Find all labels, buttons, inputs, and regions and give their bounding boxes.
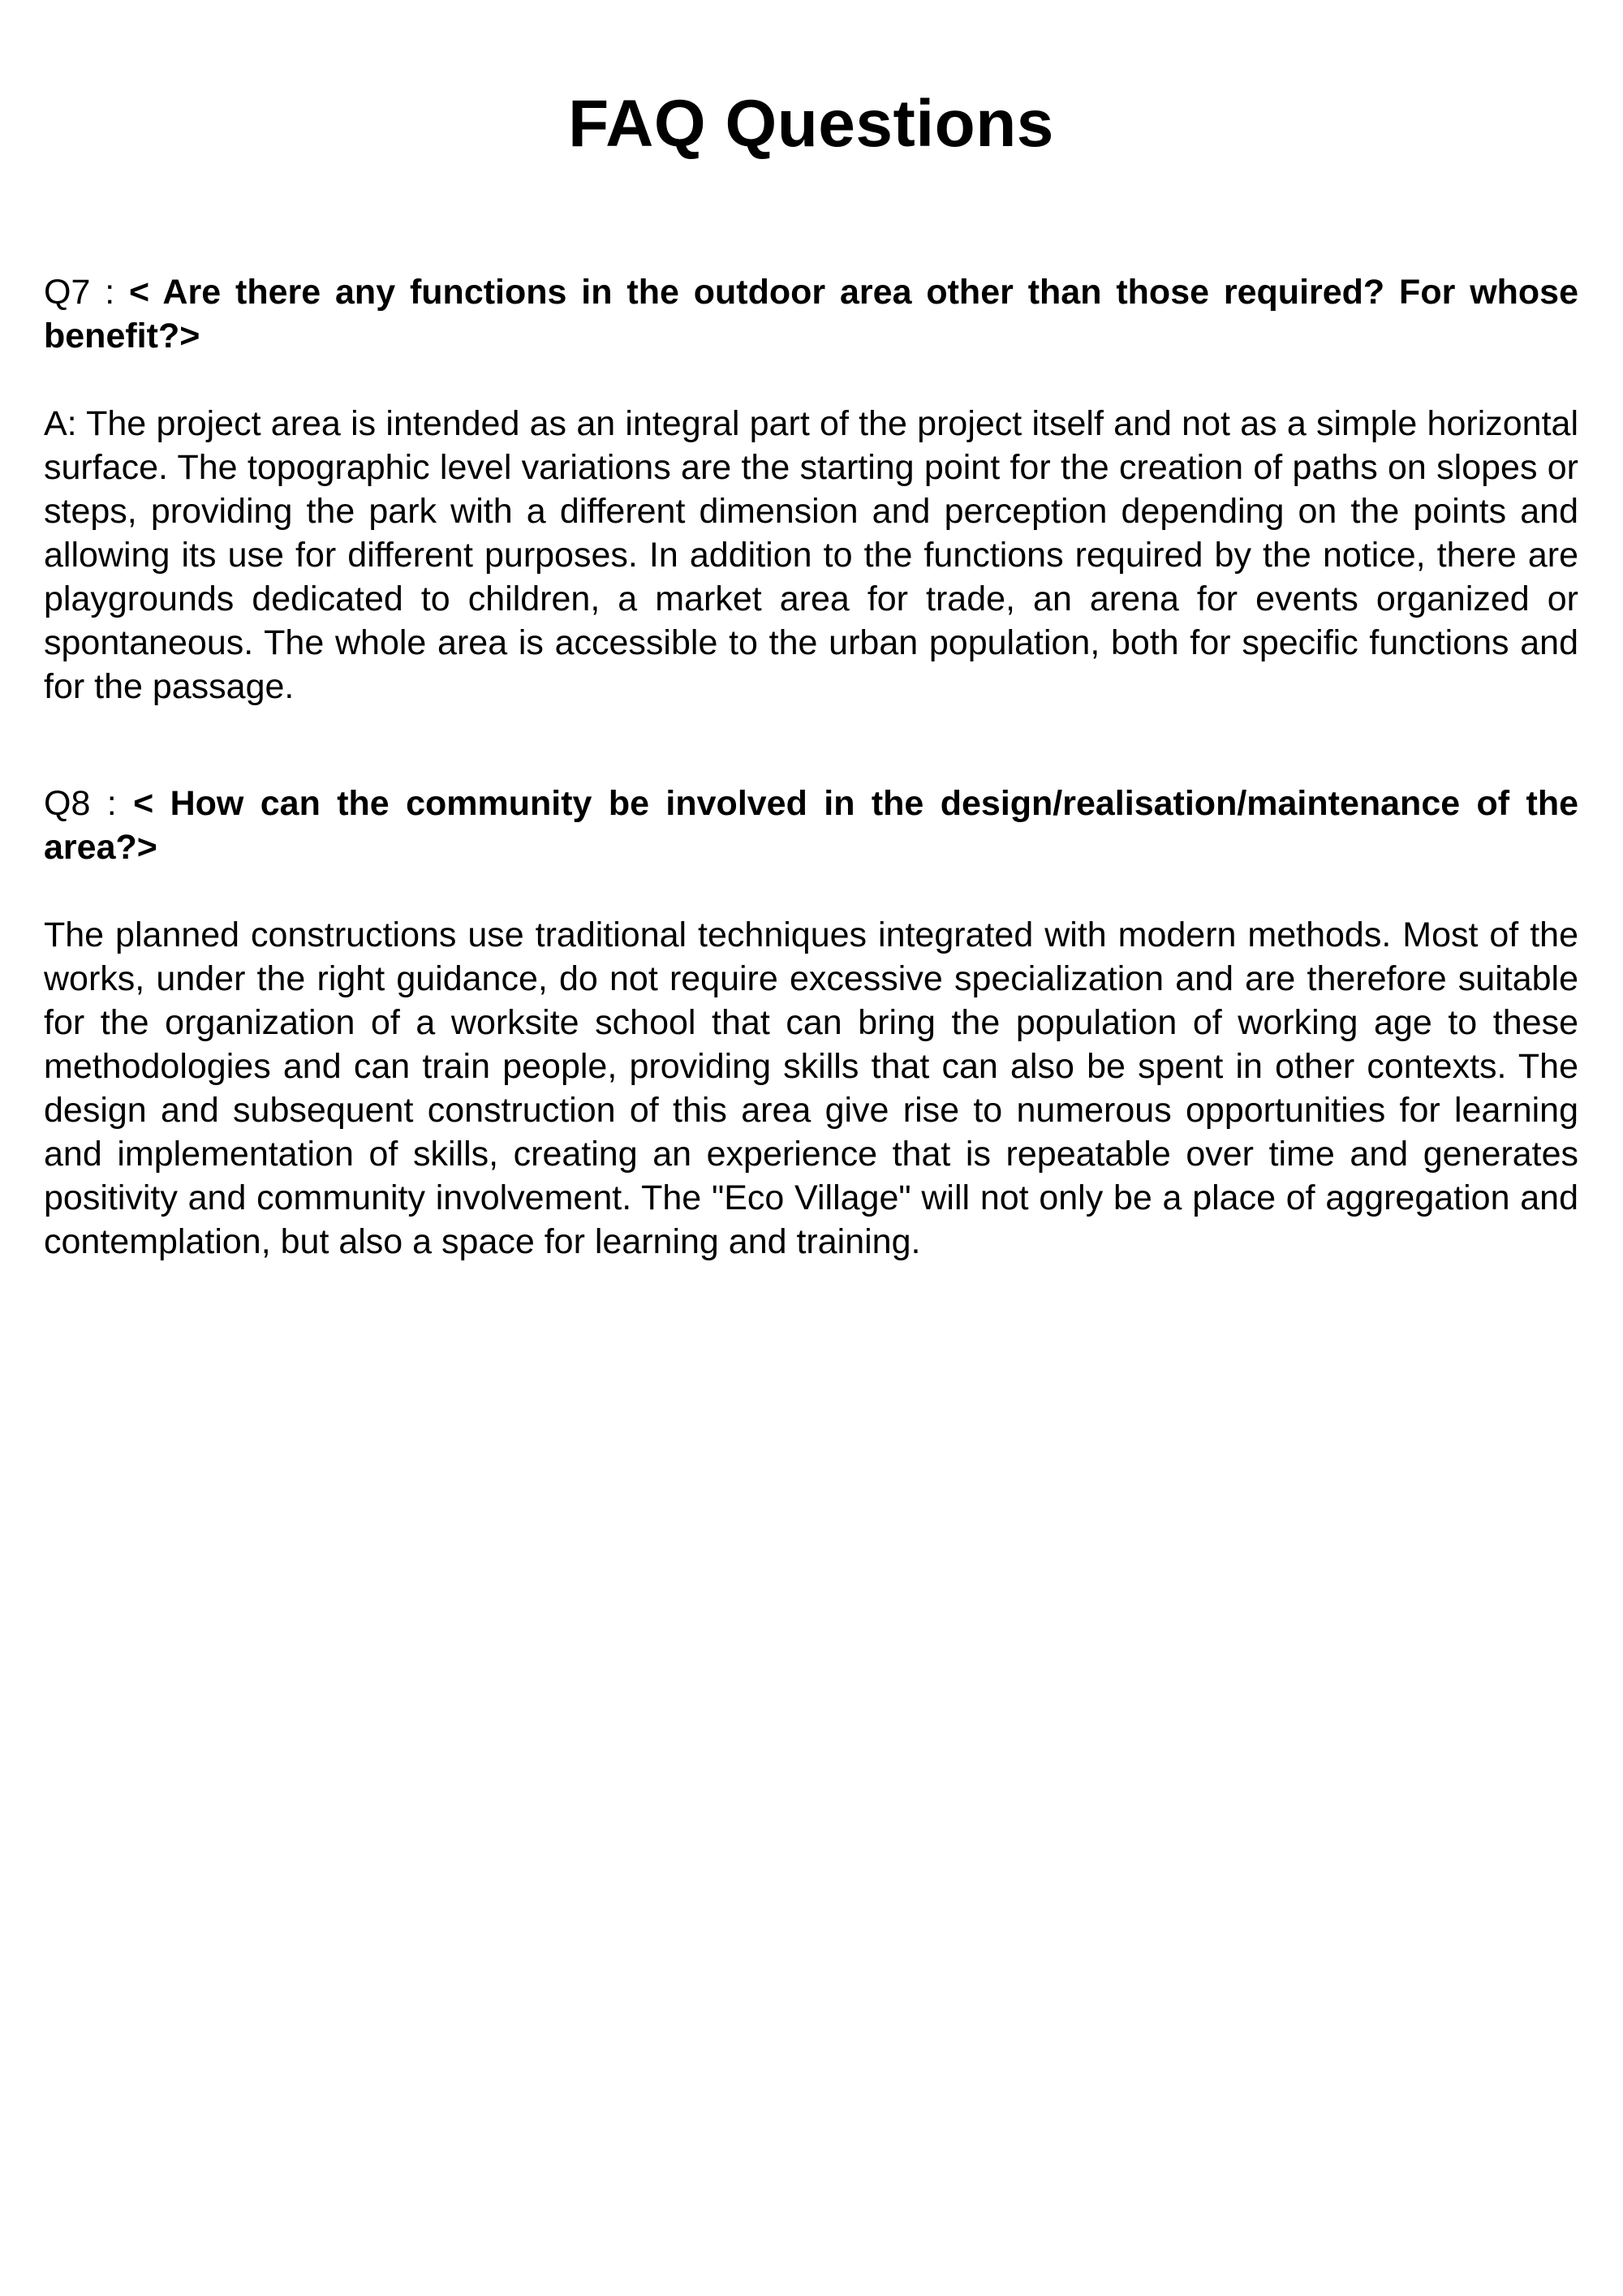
faq-answer-q7: A: The project area is intended as an integral part of the project itself and not as a simple horizontal surface. The topographic level variations are the starting point for the creation of paths on slopes or steps, providing the park with a different dimension and perception depending on the points and allowing its use for different purposes. In addition to the functions required by the notice, there are playgrounds dedicated to children, a market area for trade, an arena for events organized or spontaneous. The whole area is accessible to the urban population, both for specific functions and for the passage. (44, 404, 1578, 706)
question-label-q7: Q7 : (44, 273, 130, 312)
faq-answer-q8: The planned constructions use traditional techniques integrated with modern methods. Most of the works, under the right guidance, do not require excessive specialization and are therefore suitable for the organization of a worksite school that can bring the population of working age to these methodologies and can train people, providing skills that can also be spent in other contexts. The design and subsequent construction of this area give rise to numerous opportunities for learning and implementation of skills, creating an experience that is repeatable over time and generates positivity and community involvement. The "Eco Village" will not only be a place of aggregation and contemplation, but also a space for learning and training. (44, 915, 1578, 1261)
question-text-q7: < Are there any functions in the outdoor area other than those required? For whose benefit?> (44, 273, 1578, 355)
faq-question-q8 (44, 782, 1578, 869)
question-text-q8: < How can the community be involved in the design/realisation/maintenance of the area?> (44, 784, 1579, 867)
question-label-q8: Q8 : (44, 784, 134, 823)
faq-item-q7 (44, 270, 1578, 709)
faq-question-q7 (44, 270, 1578, 358)
document-page (44, 0, 1578, 1264)
faq-item-q8 (44, 782, 1578, 1264)
page-title: FAQ Questions (568, 87, 1054, 161)
